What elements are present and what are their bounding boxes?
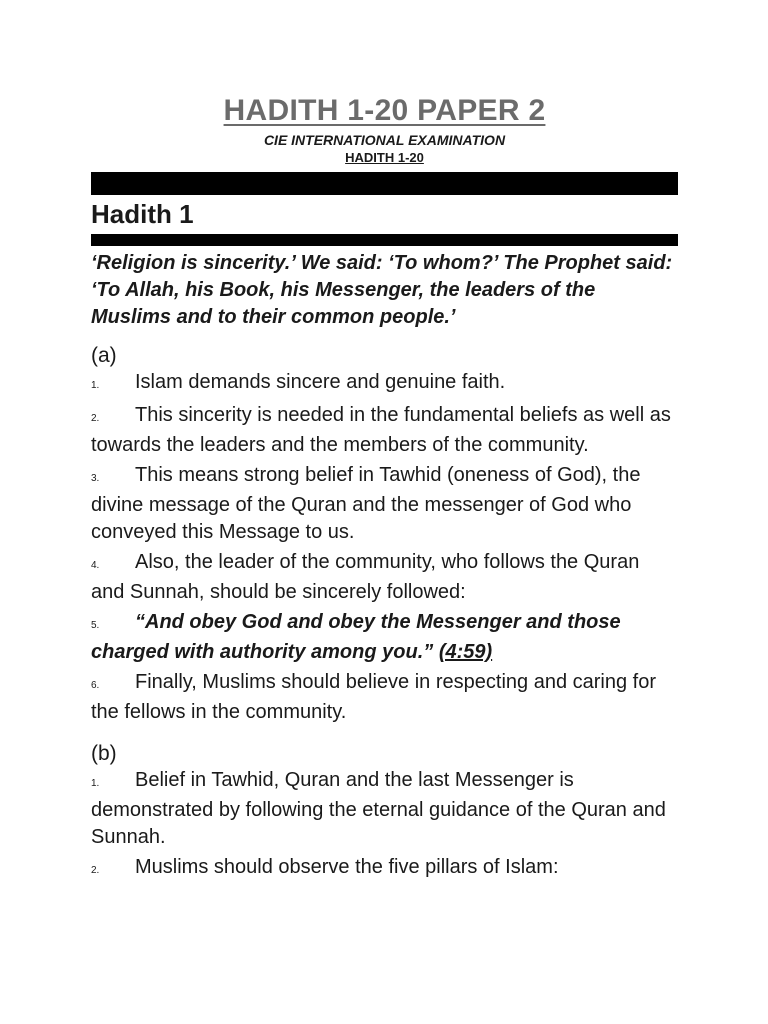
document-subtitle: CIE INTERNATIONAL EXAMINATION: [263, 132, 506, 148]
part-a-label: (a): [91, 344, 117, 367]
quran-quote-text: “And obey God and obey the Messenger and those charged with authority among you.”: [91, 611, 621, 663]
list-item-text: Muslims should observe the five pillars of Islam:: [135, 856, 559, 878]
list-item: [91, 767, 678, 851]
list-item-text: This means strong belief in Tawhid (oneness of God), the divine message of the Quran and the messenger of God who conveyed this Message to us.: [91, 464, 641, 543]
document-title: HADITH 1-20 PAPER 2: [223, 94, 546, 127]
part-a-list: [91, 369, 678, 726]
list-item-number: 4.: [91, 560, 100, 571]
list-item: [91, 402, 678, 459]
list-item: [91, 462, 678, 546]
quran-reference: (4:59): [438, 641, 493, 663]
hadith-heading: Hadith 1: [91, 199, 194, 229]
list-item-text: Belief in Tawhid, Quran and the last Messenger is demonstrated by following the eternal guidance of the Quran and Sunnah.: [91, 769, 666, 848]
list-item-number: 1.: [91, 778, 100, 789]
list-item: [91, 369, 678, 399]
list-item-number: 3.: [91, 473, 100, 484]
list-item-text: This sincerity is needed in the fundamental beliefs as well as towards the leaders and the members of the community.: [91, 404, 671, 456]
list-item-text: Islam demands sincere and genuine faith.: [135, 371, 506, 393]
list-item-number: 2.: [91, 413, 100, 424]
part-b-label: (b): [91, 742, 117, 765]
top-divider-bar: [91, 172, 678, 195]
list-item-number: 1.: [91, 380, 100, 391]
list-item: [91, 609, 678, 666]
hadith-quote: ‘Religion is sincerity.’ We said: ‘To whom?’ The Prophet said: ‘To Allah, his Book, his Messenger, the leaders of the Muslims and to their common people.’: [91, 252, 673, 328]
list-item-text: Finally, Muslims should believe in respecting and caring for the fellows in the community.: [91, 671, 656, 723]
bottom-divider-bar: [91, 234, 678, 246]
list-item-number: 5.: [91, 620, 100, 631]
document-page: [91, 92, 678, 887]
list-item: [91, 549, 678, 606]
list-item: [91, 669, 678, 726]
list-item: [91, 854, 678, 884]
document-subtitle-secondary: HADITH 1-20: [345, 150, 424, 165]
part-b-list: [91, 767, 678, 884]
list-item-text: Also, the leader of the community, who follows the Quran and Sunnah, should be sincerely followed:: [91, 551, 640, 603]
list-item-number: 6.: [91, 680, 100, 691]
list-item-number: 2.: [91, 865, 100, 876]
